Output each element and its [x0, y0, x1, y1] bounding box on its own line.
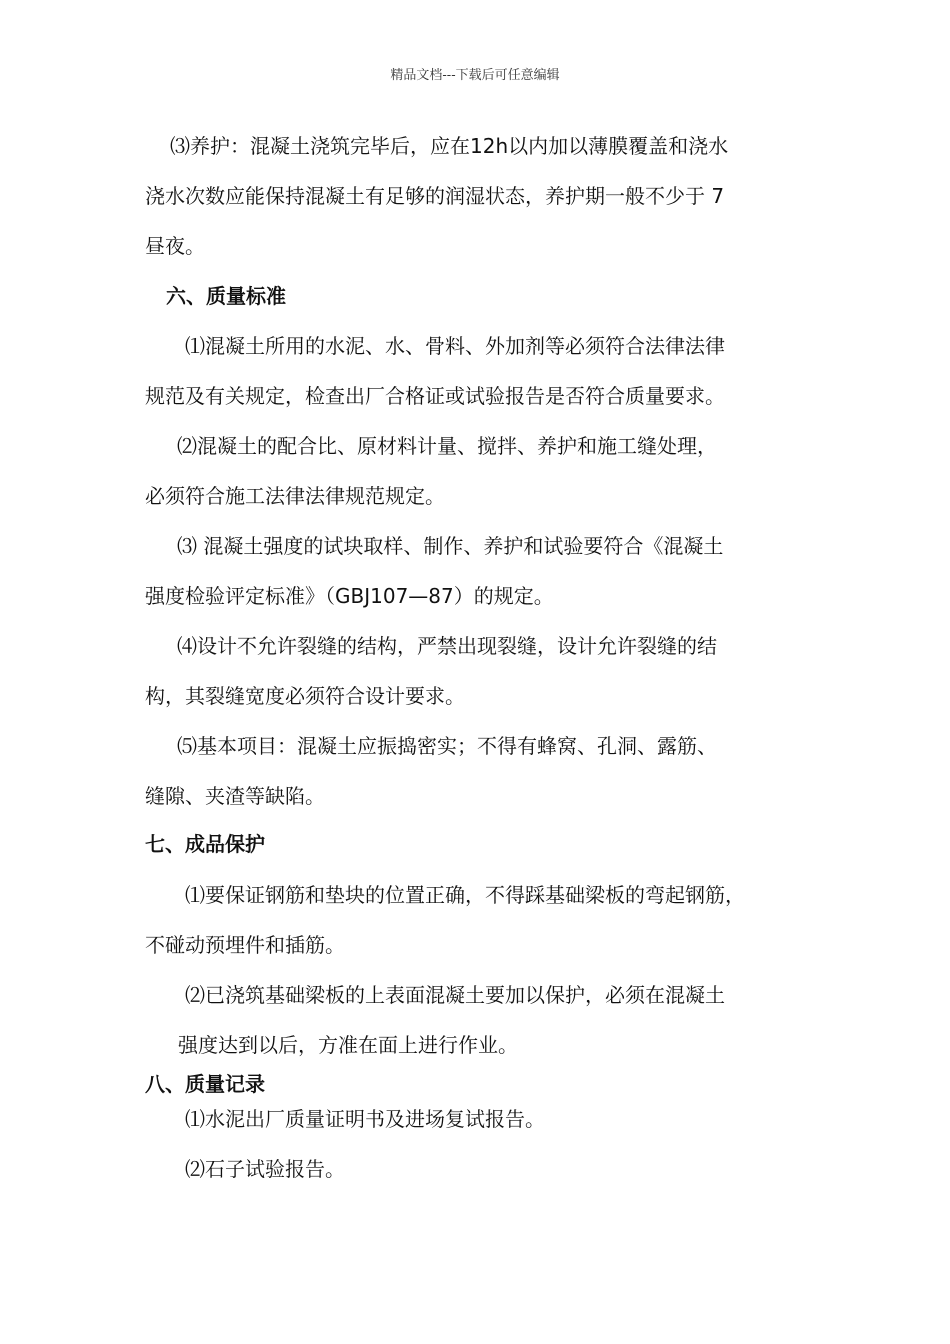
text-line: 昼夜。 [145, 234, 205, 258]
section-heading: 七、成品保护 [145, 832, 265, 856]
text-line: 必须符合施工法律法律规范规定。 [145, 484, 445, 508]
text-line: ⑶ 混凝土强度的试块取样、制作、养护和试验要符合《混凝土 [177, 534, 724, 558]
text-line: 浇水次数应能保持混凝土有足够的润湿状态，养护期一般不少于 7 [145, 184, 725, 208]
text-line: ⑷设计不允许裂缝的结构，严禁出现裂缝，设计允许裂缝的结 [177, 634, 717, 658]
section-heading: 六、质量标准 [166, 284, 286, 308]
text-line: 构，其裂缝宽度必须符合设计要求。 [145, 684, 465, 708]
text-line: 强度达到以后，方准在面上进行作业。 [178, 1033, 518, 1057]
text-line: 不碰动预埋件和插筋。 [145, 933, 345, 957]
text-line: 强度检验评定标准》（GBJ107—87）的规定。 [145, 584, 554, 608]
text-line: 规范及有关规定，检查出厂合格证或试验报告是否符合质量要求。 [145, 384, 725, 408]
text-line: ⑴混凝土所用的水泥、水、骨料、外加剂等必须符合法律法律 [185, 334, 725, 358]
text-line: ⑵石子试验报告。 [185, 1157, 345, 1181]
text-line: ⑵已浇筑基础梁板的上表面混凝土要加以保护，必须在混凝土 [185, 983, 725, 1007]
text-line: ⑸基本项目：混凝土应振捣密实；不得有蜂窝、孔洞、露筋、 [177, 734, 717, 758]
text-line: ⑶养护：混凝土浇筑完毕后，应在12h以内加以薄膜覆盖和浇水 [170, 134, 729, 158]
text-line: 缝隙、夹渣等缺陷。 [145, 784, 325, 808]
text-line: ⑴要保证钢筋和垫块的位置正确，不得踩基础梁板的弯起钢筋， [185, 883, 745, 907]
section-heading: 八、质量记录 [145, 1072, 265, 1096]
text-line: ⑵混凝土的配合比、原材料计量、搅拌、养护和施工缝处理， [177, 434, 717, 458]
page-header: 精品文档---下载后可任意编辑 [390, 68, 560, 83]
text-line: ⑴水泥出厂质量证明书及进场复试报告。 [185, 1107, 545, 1131]
